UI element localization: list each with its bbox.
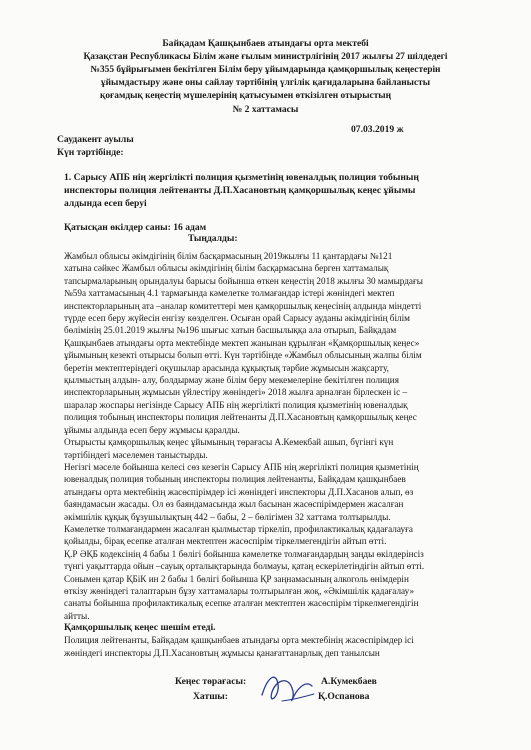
decision-heading: Қамқоршылық кеңес шешім етеді.	[64, 622, 216, 633]
body-line: Негізгі мәселе бойынша келесі сөз кезегін Сарысу АПБ нің жергілікті полиция қызметінің	[64, 461, 419, 472]
body-line: өткізу жөніндегі талаптарын бұзу хаттамалары толтырылған жоқ, «Әкімшілік қадағалау»	[64, 585, 415, 596]
body-line: әкімшілік құқық бұзушылықтың 442 – бабы, 2 – бөлігімен 32 хаттама толтырылды.	[64, 511, 391, 522]
body-line: баяндамасын жасады. Ол өз баяндамасында жыл басынан жасөспірімдермен жасалған	[64, 499, 404, 510]
decision-line-2: жөніндегі инспекторы Д.П.Хасановтың жұмысы қанағаттанарлық деп танылсын	[64, 648, 380, 658]
body-line: беретін мектептеріндегі оқушылар арасында құқықтық тәрбие жұмысын жақсарту,	[64, 362, 389, 373]
body-line: түрде есеп беру жүйесін енгізу көзделген. Осыған орай Сарысу ауданы әкімдігінің білім	[64, 313, 410, 324]
body-line: полиция тобының инспекторы полиция лейтенанты Д.П.Хасановтың қамқоршылық кеңес	[64, 412, 417, 423]
school-title: Байқадам Қашқынбаев атындағы орта мектебі	[162, 38, 369, 49]
secretary-name: Қ.Оспанова	[318, 691, 370, 702]
body-line: санаты бойынша профилактикалық есепке аталған мектептен жасөспірім тіркелмегендігін	[64, 598, 419, 609]
chair-name: А.Кумекбаев	[321, 676, 377, 687]
body-line: хатына сәйкес Жамбыл облысы әкімдігінің білім басқармасына берген хаттамалық	[64, 263, 389, 274]
agenda-item-line-1: 1. Сарысу АПБ нің жергілікті полиция қызметінің ювеналдық полиция тобының	[64, 172, 419, 183]
body-line: ұйымы алдында есеп беру жұмысы қаралды.	[64, 424, 240, 435]
secretary-label: Хатшы:	[193, 691, 228, 702]
body-line: Сонымен қатар ҚБіК ин 2 бабы 1 бөлігі бойынша ҚР заңнамасының алкоголь өнімдерін	[64, 573, 409, 584]
body-line: тәртібіндегі мәселемен таныстырды.	[64, 449, 208, 460]
body-line: атындағы орта мектебінің жасөспірімдер ісі жөніндегі инспекторы Д.П.Хасанов алып, өз	[64, 486, 414, 497]
body-line: айтты.	[64, 610, 90, 621]
decision-line-1: Полиция лейтенанты, Байқадам қашқынбаев атындағы орта мектебінің жасөспірімдер ісі	[64, 635, 414, 645]
body-line: Қашқынбаев атындағы орта мектебінде мектеп жанынан құрылған «Қамқоршылық кеңес»	[64, 337, 420, 348]
listened-heading: Тыңдалды:	[188, 233, 238, 244]
body-line: қойылды, бірақ есепке аталған мектептен жасөспірім тіркелмегендігін айтып өтті.	[64, 536, 387, 547]
agenda-item-line-2: инспекторы полиция лейтенанты Д.П.Хасановтың қамқоршылық кеңес ұйымы	[64, 185, 416, 196]
order-line-2: №355 бұйрығымен бекітілген Білім беру ұйымдарында қамқоршылық кеңестерін	[90, 65, 441, 75]
attendance-count: Қатысқан өкілдер саны: 16 адам	[64, 222, 207, 233]
order-line-1: Қазақстан Республикасы Білім және ғылым министрлігінің 2017 жылғы 27 шілдедегі	[83, 52, 448, 62]
order-line-4: қоғамдық кеңестің мүшелерінің қатысуымен өткізілген отырыстың	[99, 91, 392, 101]
body-line: ұйымының кезекті отырысы болып өтті. Күн тәртібінде «Жамбыл облысының жалпы білім	[64, 350, 422, 361]
agenda-item-line-3: алдында есеп беруі	[64, 198, 147, 209]
protocol-number: № 2 хаттамасы	[232, 104, 299, 115]
chair-label: Кеңес төрағасы:	[175, 676, 247, 687]
body-line: №59а хаттамасының 4.1 тармағында кәмелетке толмағандар істері жөніндегі мектеп	[64, 288, 395, 299]
body-line: ювеналдық полиция тобының инспекторы полиция лейтенанты, Байқадам қашқынбаев	[64, 474, 406, 485]
body-line: шаралар жоспары негізінде Сарысу АПБ нің жергілікті полиция қызметінің ювеналдық	[64, 399, 408, 410]
body-line: Кәмелетке толмағандармен жасалған қылмыстар тіркеліп, профилактикалық қадағалауға	[64, 523, 413, 534]
body-line: қылмыстың алдын- алу, болдырмау және білім беру мекемелеріне бекітілген полиция	[64, 375, 399, 386]
body-line: Отырысты қамқоршылық кеңес ұйымының төрағасы А.Кемекбай ашып, бүгінгі күн	[64, 437, 394, 448]
body-line: бөлімінің 25.01.2019 жылғы №196 шығыс хатын басшылыққа ала отырып, Байқадам	[64, 325, 397, 336]
meeting-place: Саудакент ауылы	[57, 134, 134, 145]
body-line: Жамбыл облысы әкімдігінің білім басқармасының 2019жылғы 11 қантардағы №121	[64, 251, 393, 261]
body-line: инспекторларының ата –аналар комитеттері мен қамқоршылық кеңесінің алдында міндетті	[64, 300, 422, 311]
body-line: түнгі уақыттарда ойын –сауық орталықтарында болмауы, қатаң ескерілетіндігін айтып өтті.	[64, 561, 425, 572]
order-line-3: ұйымдастыру және оны сайлау тәртібінің үлгілік қағидаларына байланысты	[100, 78, 431, 88]
meeting-date: 07.03.2019 ж	[351, 124, 404, 135]
agenda-label: Күн тәртібінде:	[57, 147, 124, 158]
body-line: инспекторларының жұмысын үйлестіру жөніндегі» 2018 жылға арналған бірлескен іс –	[64, 387, 408, 398]
body-line: Қ.Р ӘҚБ кодексінің 4 бабы 1 бөлігі бойынша кәмелетке толмағандардың заңды өкілдерінсіз	[64, 548, 424, 559]
body-line: тапсырмаларының орындалуы барысы бойынша өткен кеңестің 2018 жылғы 30 мамырдағы	[64, 275, 423, 286]
